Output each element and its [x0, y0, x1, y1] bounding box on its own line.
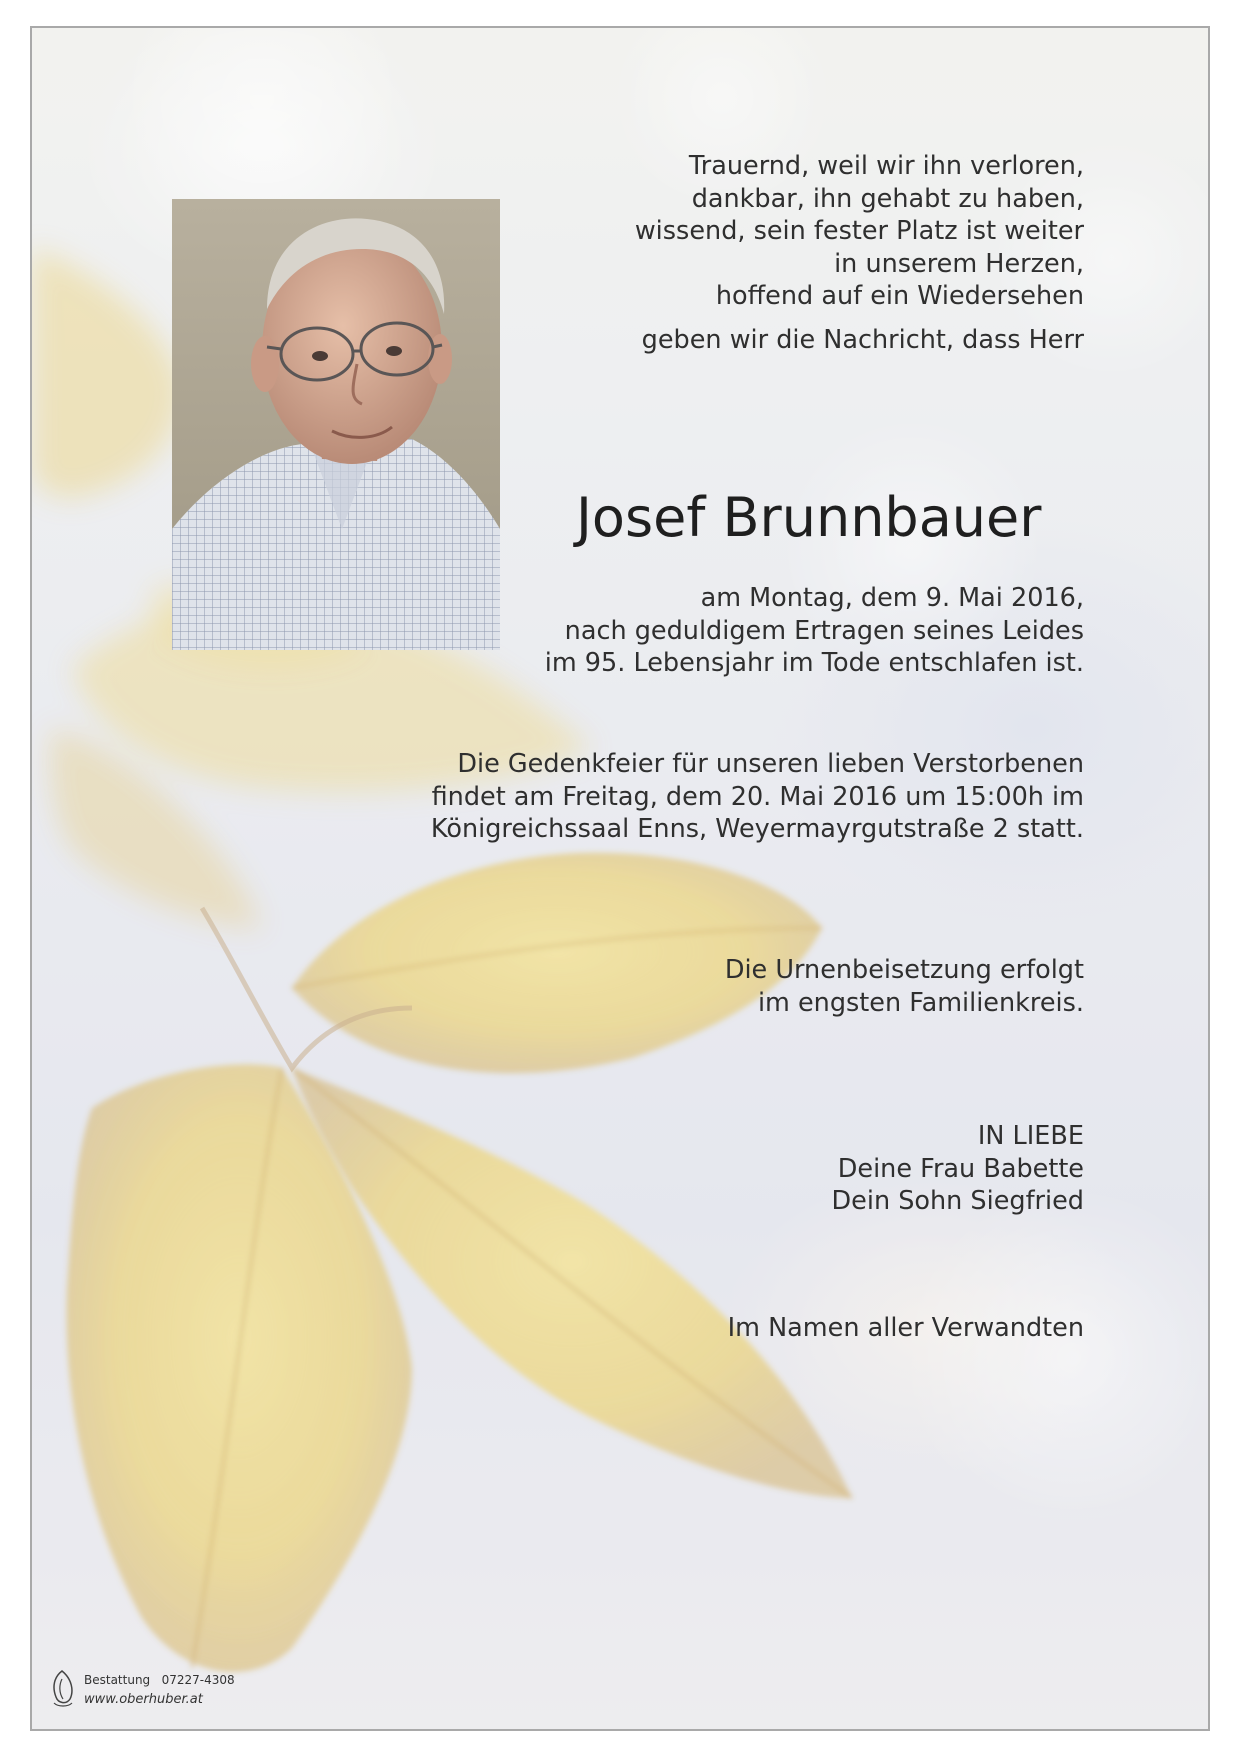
ceremony-line: findet am Freitag, dem 20. Mai 2016 um 15:00h im: [431, 781, 1084, 812]
verse-line: wissend, sein fester Platz ist weiter: [634, 216, 1084, 246]
announcement-text: geben wir die Nachricht, dass Herr: [641, 325, 1084, 355]
mourners-line: Deine Frau Babette: [837, 1153, 1084, 1184]
ceremony-block: [431, 748, 1084, 846]
ceremony-line: Königreichssaal Enns, Weyermayrgutstraße 2 statt.: [430, 814, 1084, 844]
footer-website: www.oberhuber.at: [84, 1692, 203, 1707]
relatives-text: Im Namen aller Verwandten: [727, 1313, 1084, 1343]
verse-line: Trauernd, weil wir ihn verloren,: [688, 151, 1084, 181]
death-info-block: [545, 582, 1084, 680]
mourners-line: Dein Sohn Siegfried: [831, 1186, 1084, 1216]
verse-line: hoffend auf ein Wiedersehen: [715, 281, 1084, 311]
burial-block: [725, 954, 1084, 1019]
ceremony-line: Die Gedenkfeier für unseren lieben Verstorbenen: [457, 749, 1084, 779]
verse-block: [635, 150, 1084, 313]
funeral-home-footer: [46, 1667, 235, 1709]
mourners-line: IN LIEBE: [977, 1121, 1084, 1151]
verse-line: in unserem Herzen,: [834, 248, 1084, 279]
death-info-line: nach geduldigem Ertragen seines Leides: [564, 615, 1084, 646]
obituary-card: [30, 26, 1210, 1731]
mourners-block: [832, 1120, 1084, 1218]
burial-line: im engsten Familienkreis.: [757, 987, 1084, 1018]
footer-company: Bestattung: [84, 1673, 151, 1687]
funeral-home-logo-icon: [46, 1667, 78, 1709]
portrait-illustration: [172, 199, 500, 650]
death-info-line: im 95. Lebensjahr im Tode entschlafen ist.: [544, 648, 1084, 678]
verse-line: dankbar, ihn gehabt zu haben,: [691, 183, 1084, 214]
footer-phone: 07227-4308: [161, 1673, 235, 1687]
burial-line: Die Urnenbeisetzung erfolgt: [724, 955, 1084, 985]
death-info-line: am Montag, dem 9. Mai 2016,: [700, 583, 1084, 613]
relatives-block: [728, 1312, 1084, 1345]
announcement-block: [642, 324, 1084, 357]
deceased-name: Josef Brunnbauer: [576, 486, 1042, 549]
portrait-photo: [172, 199, 500, 650]
